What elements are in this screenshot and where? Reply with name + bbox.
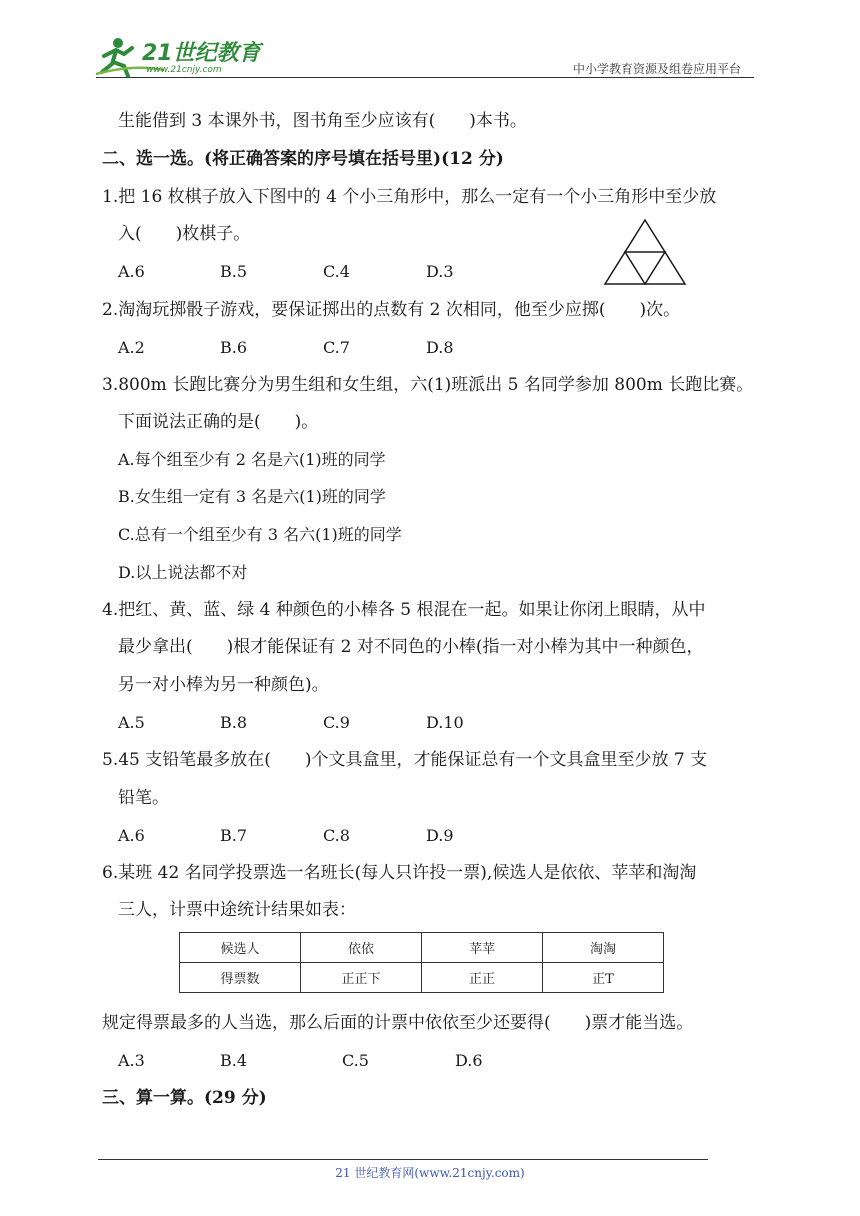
q4-line2: 最少拿出( )根才能保证有 2 对不同色的小棒(指一对小棒为其中一种颜色，: [118, 637, 704, 657]
table-cell: 得票数: [180, 963, 301, 993]
q4-option-c: C.9: [323, 713, 350, 732]
q3-option-c: C.总有一个组至少有 3 名六(1)班的同学: [118, 525, 402, 544]
q5-option-d: D.9: [426, 826, 454, 845]
q1-option-c: C.4: [323, 262, 350, 281]
q3-line1: 3.800m 长跑比赛分为男生组和女生组，六(1)班派出 5 名同学参加 800m 长跑比赛。: [102, 375, 754, 395]
q6-option-d: D.6: [455, 1051, 483, 1070]
section-2-title: 二、选一选。(将正确答案的序号填在括号里)(12 分): [102, 149, 504, 169]
site-logo: [94, 34, 264, 80]
section-3-title: 三、算一算。(29 分): [102, 1088, 267, 1108]
q1-line2: 入( )枚棋子。: [118, 224, 251, 244]
q6-option-a: A.3: [118, 1051, 145, 1070]
table-cell: 苹苹: [422, 933, 543, 963]
q2-line1: 2.淘淘玩掷骰子游戏，要保证掷出的点数有 2 次相同，他至少应掷( )次。: [102, 300, 681, 320]
table-cell: 淘淘: [543, 933, 664, 963]
table-cell: 正正下: [301, 963, 422, 993]
carryover-line: 生能借到 3 本课外书，图书角至少应该有( )本书。: [118, 111, 527, 131]
table-cell: 依依: [301, 933, 422, 963]
q4-option-b: B.8: [220, 713, 248, 732]
q4-option-d: D.10: [426, 713, 464, 732]
q6-line3: 规定得票最多的人当选，那么后面的计票中依依至少还要得( )票才能当选。: [102, 1013, 694, 1033]
table-cell: 正T: [543, 963, 664, 993]
q2-option-d: D.8: [426, 338, 454, 357]
table-cell: 候选人: [180, 933, 301, 963]
q5-line1: 5.45 支铅笔最多放在( )个文具盒里，才能保证总有一个文具盒里至少放 7 支: [102, 750, 708, 770]
q3-line2: 下面说法正确的是( )。: [118, 412, 319, 432]
q6-line1: 6.某班 42 名同学投票选一名班长(每人只许投一票),候选人是依依、苹苹和淘淘: [102, 863, 697, 883]
q4-line3: 另一对小棒为另一种颜色)。: [118, 675, 329, 695]
table-cell: 正正: [422, 963, 543, 993]
q1-option-d: D.3: [426, 262, 454, 281]
triangle-figure: [603, 218, 687, 286]
q2-option-c: C.7: [323, 338, 350, 357]
q6-option-b: B.4: [220, 1051, 248, 1070]
footer-link[interactable]: 21 世纪教育网(www.21cnjy.com): [335, 1166, 525, 1180]
q3-option-a: A.每个组至少有 2 名是六(1)班的同学: [118, 450, 386, 469]
q5-option-b: B.7: [220, 826, 248, 845]
q4-line1: 4.把红、黄、蓝、绿 4 种颜色的小棒各 5 根混在一起。如果让你闭上眼睛，从中: [102, 600, 706, 620]
svg-text:www.21cnjy.com: www.21cnjy.com: [146, 65, 222, 75]
q4-option-a: A.5: [118, 713, 145, 732]
q2-option-b: B.6: [220, 338, 248, 357]
platform-name: 中小学教育资源及组卷应用平台: [573, 62, 742, 76]
vote-table: [179, 932, 664, 993]
q5-line2: 铅笔。: [118, 788, 169, 808]
q5-option-a: A.6: [118, 826, 145, 845]
q2-option-a: A.2: [118, 338, 145, 357]
footer-divider: [98, 1159, 708, 1160]
q6-option-c: C.5: [342, 1051, 369, 1070]
header-divider: [96, 77, 754, 78]
q3-option-d: D.以上说法都不对: [118, 563, 248, 582]
svg-text:21世纪教育: 21世纪教育: [142, 41, 261, 66]
q1-option-a: A.6: [118, 262, 145, 281]
q1-line1: 1.把 16 枚棋子放入下图中的 4 个小三角形中，那么一定有一个小三角形中至少放: [102, 187, 717, 207]
vote-table-row: [180, 963, 664, 993]
vote-table-header-row: [180, 933, 664, 963]
q5-option-c: C.8: [323, 826, 350, 845]
q3-option-b: B.女生组一定有 3 名是六(1)班的同学: [118, 487, 386, 506]
q6-line2: 三人，计票中途统计结果如表：: [118, 900, 356, 920]
q1-option-b: B.5: [220, 262, 248, 281]
